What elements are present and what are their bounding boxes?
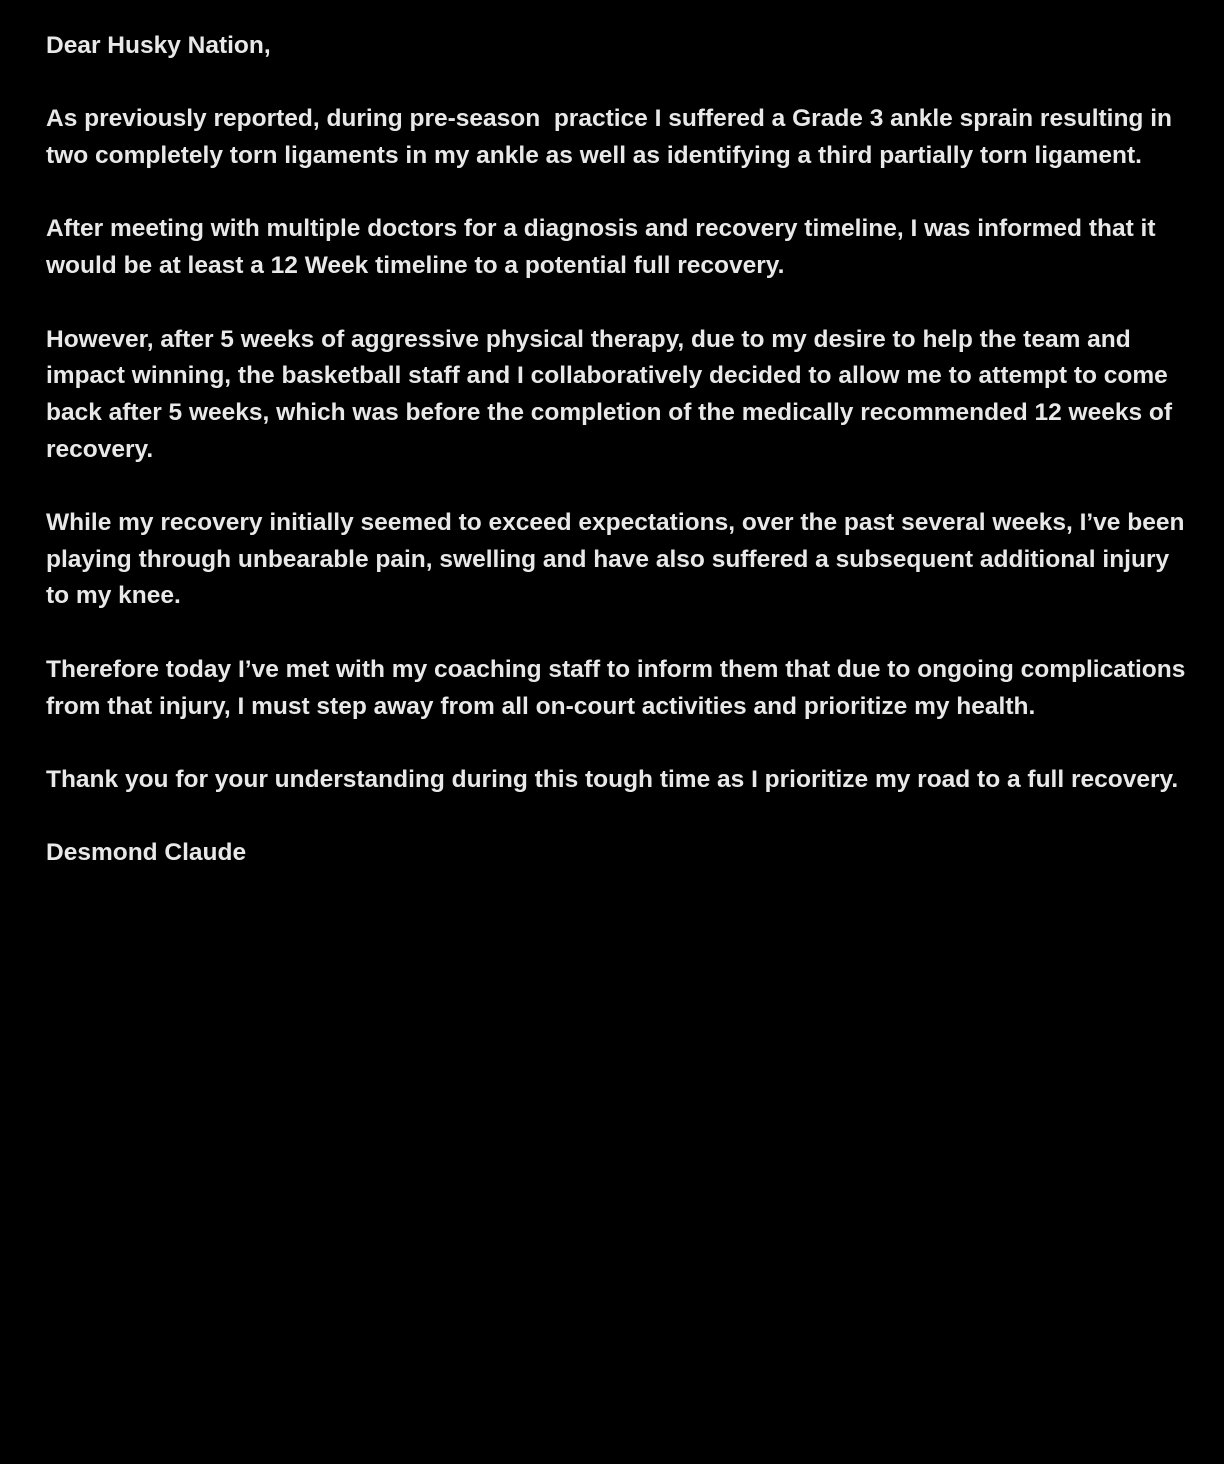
paragraph-injury-report: As previously reported, during pre-season practice I suffered a Grade 3 ankle sprain resulting in two completely torn ligaments in my ankle as well as identifying a third partially torn ligament. (46, 105, 1179, 170)
paragraph-early-return: However, after 5 weeks of aggressive physical therapy, due to my desire to help the team and impact winning, the basketball staff and I collaboratively decided to allow me to attempt to come back after 5 weeks, which was before the completion of the medically recommended 12 weeks of recovery. (46, 325, 1179, 463)
paragraph-diagnosis: After meeting with multiple doctors for a diagnosis and recovery timeline, I was informed that it would be at least a 12 Week timeline to a potential full recovery. (46, 215, 1163, 280)
paragraph-step-away: Therefore today I’ve met with my coaching staff to inform them that due to ongoing complications from that injury, I must step away from all on-court activities and prioritize my health. (46, 655, 1193, 720)
signature: Desmond Claude (46, 839, 247, 867)
letter-body (46, 28, 1196, 872)
paragraph-thanks: Thank you for your understanding during this tough time as I prioritize my road to a full recovery. (46, 765, 1179, 793)
salutation: Dear Husky Nation, (46, 32, 271, 59)
paragraph-setback: While my recovery initially seemed to exceed expectations, over the past several weeks, I’ve been playing through unbearable pain, swelling and have also suffered a subsequent additional injury to my knee. (46, 509, 1192, 610)
